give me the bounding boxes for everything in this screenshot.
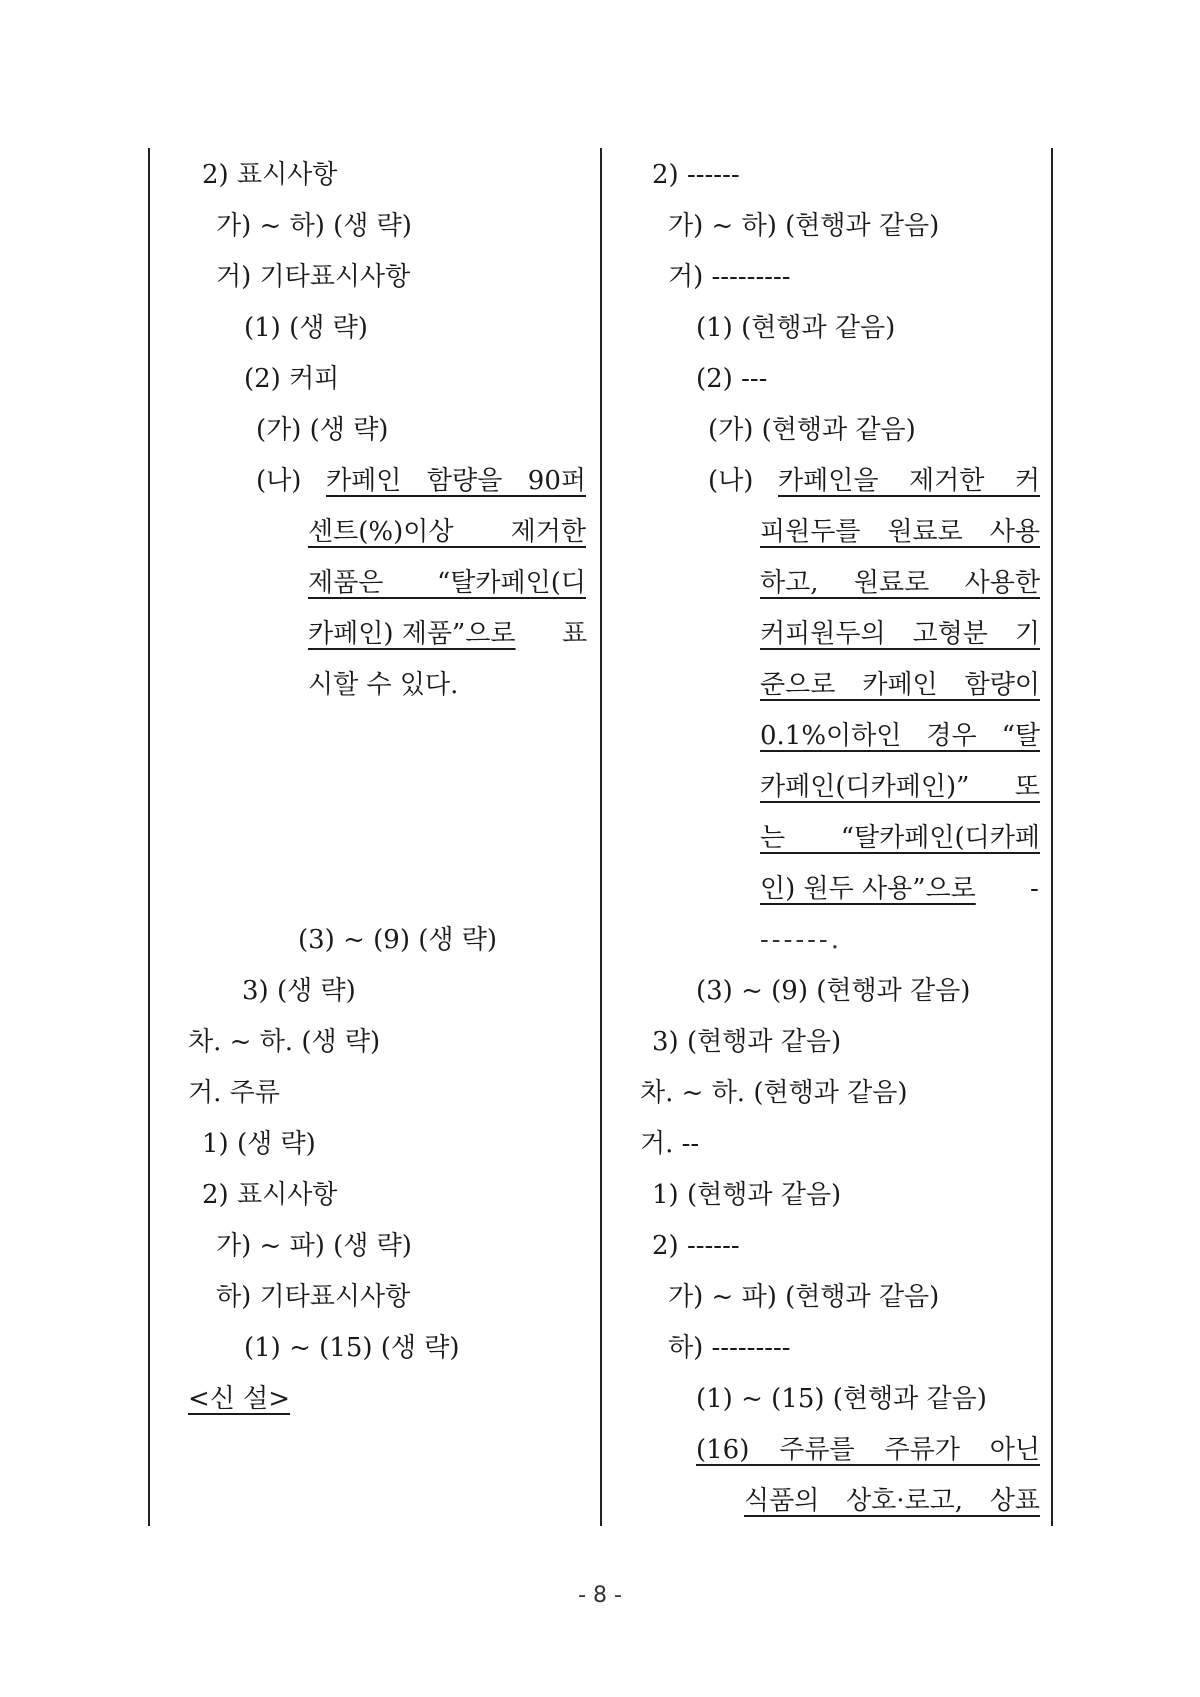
right-line: 차. ~ 하. (현행과 같음) <box>640 1078 908 1108</box>
right-new-provision-text: 식품의 상호·로고, 상표 <box>744 1486 1040 1516</box>
right-amended-text: 인) 원두 사용”으로 <box>760 874 976 904</box>
right-line: ------. <box>760 925 842 955</box>
left-line: (2) 커피 <box>244 364 340 394</box>
right-line: 거. -- <box>640 1129 700 1159</box>
right-line: 거) --------- <box>668 262 791 292</box>
page-number: - 8 - <box>578 1583 622 1608</box>
table-border-left <box>148 148 150 1526</box>
right-line: (3) ~ (9) (현행과 같음) <box>696 976 971 1006</box>
right-line: (가) (현행과 같음) <box>708 415 916 445</box>
right-amended-text: 카페인(디카페인)” 또 <box>760 772 1040 802</box>
left-line: (3) ~ (9) (생 략) <box>298 925 498 955</box>
right-line: 가) ~ 파) (현행과 같음) <box>668 1282 940 1312</box>
left-line: 거. 주류 <box>188 1078 280 1108</box>
right-amended-text: 0.1%이하인 경우 “탈 <box>760 721 1040 751</box>
right-amended-text: 는 “탈카페인(디카페 <box>760 823 1040 853</box>
right-line: 1) (현행과 같음) <box>652 1180 842 1210</box>
left-line: (가) (생 략) <box>256 415 389 445</box>
left-line: 거) 기타표시사항 <box>216 262 411 292</box>
left-line: 하) 기타표시사항 <box>216 1282 411 1312</box>
left-line: (1) (생 략) <box>244 313 368 343</box>
right-amended-text: 하고, 원료로 사용한 <box>760 568 1040 598</box>
left-line: 2) 표시사항 <box>202 1180 338 1210</box>
right-line-prefix: (나) <box>708 466 754 496</box>
right-amended-text: 커피원두의 고형분 기 <box>760 619 1040 649</box>
left-amended-text: 센트(%)이상 제거한 <box>308 517 586 547</box>
right-line: (2) --- <box>696 364 768 394</box>
right-amended-text: 카페인을 제거한 커 <box>778 466 1040 496</box>
left-line: 1) (생 략) <box>202 1129 316 1159</box>
right-new-provision-text: (16) 주류를 주류가 아닌 <box>696 1435 1040 1465</box>
left-line: 가) ~ 파) (생 략) <box>216 1231 412 1261</box>
left-amended-text: 카페인) 제품”으로 <box>308 619 516 649</box>
right-amended-text: 준으로 카페인 함량이 <box>760 670 1040 700</box>
right-amended-text: 피원두를 원료로 사용 <box>760 517 1040 547</box>
left-line: (1) ~ (15) (생 략) <box>244 1333 460 1363</box>
left-new-provision-marker: <신 설> <box>188 1384 291 1414</box>
right-line: (1) (현행과 같음) <box>696 313 896 343</box>
left-line-prefix: (나) <box>256 466 302 496</box>
right-line: 2) ------ <box>652 1231 740 1261</box>
right-line: 가) ~ 하) (현행과 같음) <box>668 211 940 241</box>
table-column-divider <box>600 148 602 1526</box>
left-line: 차. ~ 하. (생 략) <box>188 1027 381 1057</box>
left-amended-text: 카페인 함량을 90퍼 <box>326 466 586 496</box>
left-line: 3) (생 략) <box>242 976 356 1006</box>
right-line: 2) ------ <box>652 160 740 190</box>
left-amended-text: 제품은 “탈카페인(디 <box>308 568 586 598</box>
left-line: 표 <box>562 619 588 649</box>
table-border-right <box>1051 148 1053 1526</box>
right-line: - <box>1030 874 1039 904</box>
left-line: 가) ~ 하) (생 략) <box>216 211 412 241</box>
left-line: 시할 수 있다. <box>308 670 459 700</box>
right-line: 3) (현행과 같음) <box>652 1027 842 1057</box>
right-line: (1) ~ (15) (현행과 같음) <box>696 1384 987 1414</box>
right-line: 하) --------- <box>668 1333 791 1363</box>
left-line: 2) 표시사항 <box>202 160 338 190</box>
